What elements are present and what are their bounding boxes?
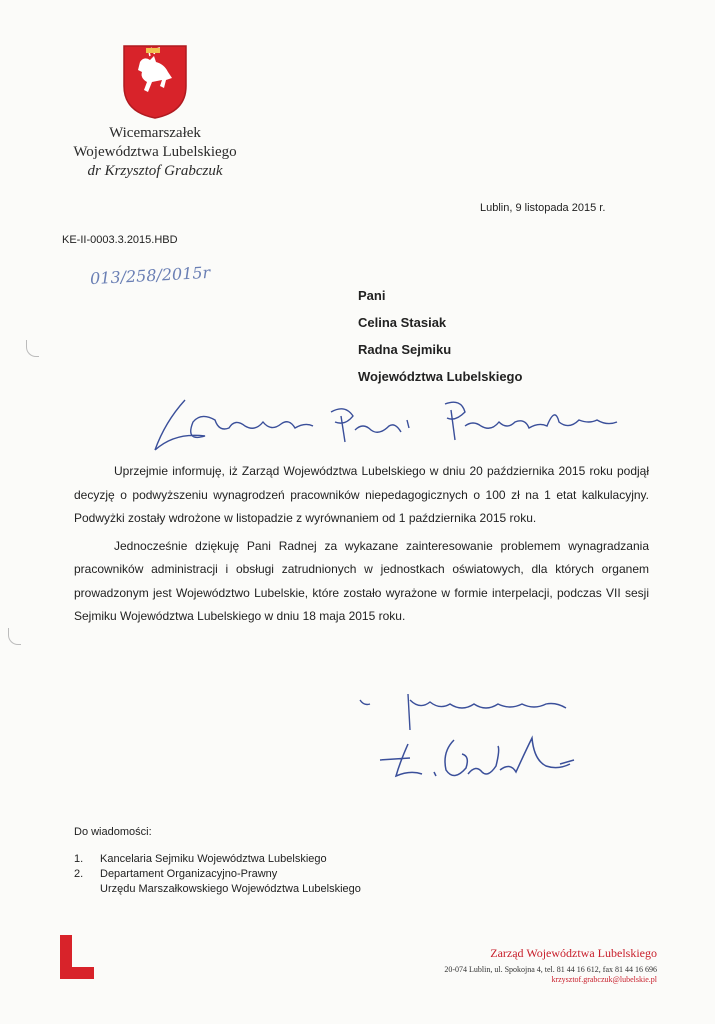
lubelskie-logo-icon xyxy=(58,935,96,979)
issuer-name: dr Krzysztof Grabczuk xyxy=(87,163,223,179)
recipient-block xyxy=(358,282,522,390)
footer-block xyxy=(444,946,657,984)
footer-email: krzysztof.grabczuk@lubelskie.pl xyxy=(551,975,657,984)
list-item-text: Departament Organizacyjno-Prawny xyxy=(100,868,278,880)
list-item-number: 1. xyxy=(74,853,84,865)
list-item-subtext: Urzędu Marszałkowskiego Województwa Lubelskiego xyxy=(100,883,361,895)
recipient-line-3: Radna Sejmiku xyxy=(358,342,452,357)
coat-of-arms-icon xyxy=(120,42,190,120)
list-item xyxy=(74,852,361,867)
recipient-line-4: Województwa Lubelskiego xyxy=(358,369,523,384)
issuer-block xyxy=(40,124,270,181)
cc-title: Do wiadomości: xyxy=(74,826,152,838)
footer-address: 20-074 Lublin, ul. Spokojna 4, tel. 81 44 16 612, fax 81 44 16 696 xyxy=(444,965,657,974)
list-item xyxy=(74,867,361,897)
issuer-office: Województwa Lubelskiego xyxy=(73,144,237,160)
footer-org: Zarząd Województwa Lubelskiego xyxy=(490,946,657,960)
body-paragraph-1: Uprzejmie informuję, iż Zarząd Województwa Lubelskiego w dniu 20 października 2015 roku podjął decyzję o podwyższeniu wynagrodzeń pracowników niepedagogicznych o 100 zł na 1 etat kalkulacyjny. Podwyżki zostały wdrożone w listopadzie z wyrównaniem od 1 października 2015 roku. xyxy=(74,464,649,525)
letter-body xyxy=(74,460,649,633)
issuer-title: Wicemarszałek xyxy=(109,125,201,141)
recipient-line-1: Pani xyxy=(358,288,386,303)
scan-mark xyxy=(26,340,39,357)
recipient-line-2: Celina Stasiak xyxy=(358,315,447,330)
list-item-text: Kancelaria Sejmiku Województwa Lubelskiego xyxy=(100,853,327,865)
scan-mark xyxy=(8,628,21,645)
cc-list xyxy=(74,852,361,897)
list-item-number: 2. xyxy=(74,868,84,880)
handwritten-reference: 013/258/2015r xyxy=(89,262,211,289)
body-paragraph-2: Jednocześnie dziękuję Pani Radnej za wykazane zainteresowanie problemem wynagradzania pracowników administracji i obsługi zatrudnionych w jednostkach oświatowych, dla których organem prowadzonym jest Województwo Lubelskie, które zostało wyrażone w formie interpelacji, podczas VII sesji Sejmiku Województwa Lubelskiego w dniu 18 maja 2015 roku. xyxy=(74,538,649,623)
letter-date: Lublin, 9 listopada 2015 r. xyxy=(480,202,606,214)
handwritten-greeting xyxy=(145,392,635,456)
reference-number: KE-II-0003.3.2015.HBD xyxy=(62,234,178,246)
handwritten-signature xyxy=(350,690,590,810)
